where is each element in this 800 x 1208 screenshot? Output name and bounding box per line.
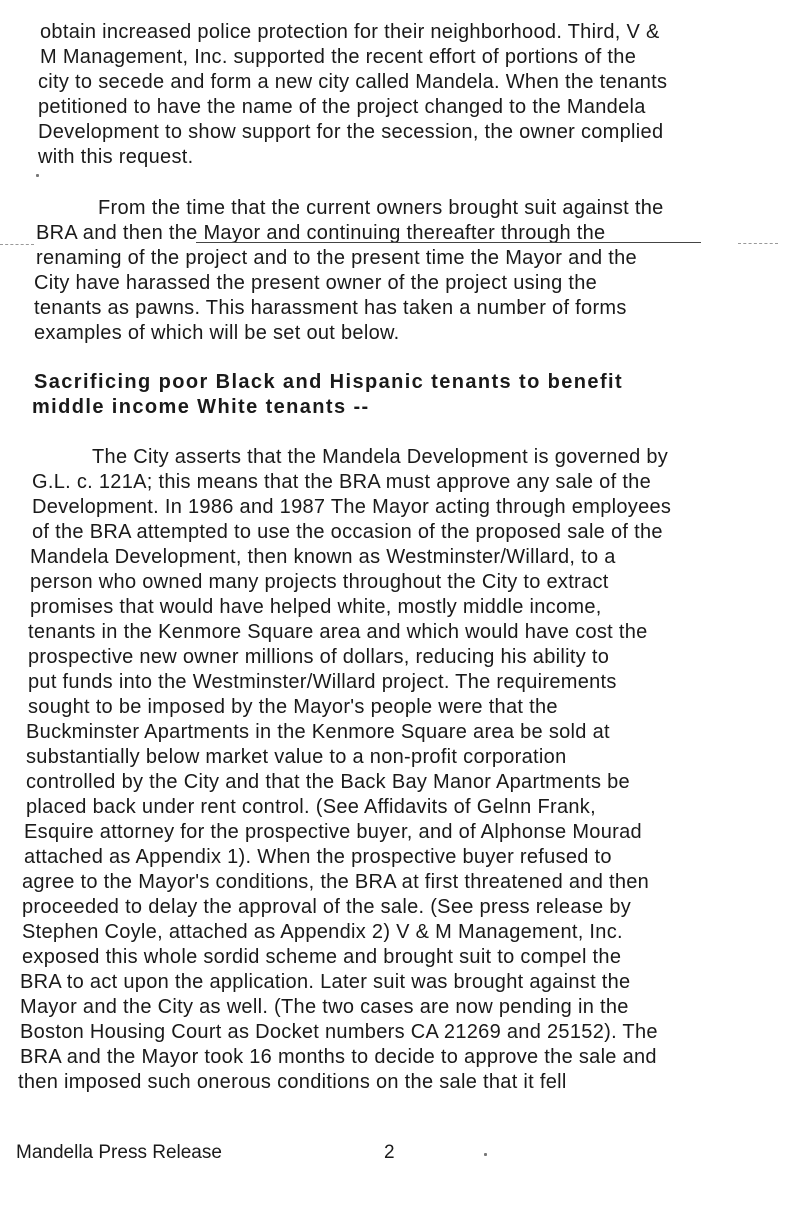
text-line: BRA and the Mayor took 16 months to decide to approve the sale and bbox=[20, 1046, 657, 1068]
text-line: From the time that the current owners brought suit against the bbox=[98, 197, 664, 219]
text-line: Development. In 1986 and 1987 The Mayor acting through employees bbox=[32, 496, 672, 518]
footer-title: Mandella Press Release bbox=[16, 1142, 222, 1163]
text-line: obtain increased police protection for their neighborhood. Third, V & bbox=[40, 21, 660, 43]
text-line: M Management, Inc. supported the recent effort of portions of the bbox=[40, 46, 637, 68]
text-line: with this request. bbox=[38, 146, 194, 168]
scan-mark bbox=[0, 244, 34, 245]
text-line: placed back under rent control. (See Affidavits of Gelnn Frank, bbox=[26, 796, 596, 818]
text-line: person who owned many projects throughout the City to extract bbox=[30, 571, 609, 593]
text-line: exposed this whole sordid scheme and brought suit to compel the bbox=[22, 946, 622, 968]
text-line: Mandela Development, then known as Westminster/Willard, to a bbox=[30, 546, 616, 568]
text-line: Mayor and the City as well. (The two cases are now pending in the bbox=[20, 996, 629, 1018]
text-line: attached as Appendix 1). When the prospective buyer refused to bbox=[24, 846, 612, 868]
page-number: 2 bbox=[384, 1142, 395, 1163]
text-line: City have harassed the present owner of the project using the bbox=[34, 272, 598, 294]
text-line: sought to be imposed by the Mayor's people were that the bbox=[28, 696, 558, 718]
text-line: BRA to act upon the application. Later suit was brought against the bbox=[20, 971, 631, 993]
text-line: BRA and then the Mayor and continuing thereafter through the bbox=[36, 222, 606, 244]
heading-line: Sacrificing poor Black and Hispanic tenants to benefit bbox=[34, 371, 624, 393]
text-line: petitioned to have the name of the project changed to the Mandela bbox=[38, 96, 646, 118]
text-line: examples of which will be set out below. bbox=[34, 322, 400, 344]
text-line: of the BRA attempted to use the occasion of the proposed sale of the bbox=[32, 521, 663, 543]
scan-mark bbox=[738, 243, 778, 244]
text-line: put funds into the Westminster/Willard project. The requirements bbox=[28, 671, 617, 693]
text-line: Stephen Coyle, attached as Appendix 2) V & M Management, Inc. bbox=[22, 921, 623, 943]
text-line: Development to show support for the secession, the owner complied bbox=[38, 121, 664, 143]
text-line: then imposed such onerous conditions on the sale that it fell bbox=[18, 1071, 567, 1093]
text-line: Buckminster Apartments in the Kenmore Square area be sold at bbox=[26, 721, 610, 743]
text-line: Esquire attorney for the prospective buyer, and of Alphonse Mourad bbox=[24, 821, 642, 843]
text-line: proceeded to delay the approval of the sale. (See press release by bbox=[22, 896, 632, 918]
text-line: substantially below market value to a non-profit corporation bbox=[26, 746, 567, 768]
text-line: renaming of the project and to the present time the Mayor and the bbox=[36, 247, 637, 269]
text-line: prospective new owner millions of dollars, reducing his ability to bbox=[28, 646, 610, 668]
heading-line: middle income White tenants -- bbox=[32, 396, 370, 418]
underline-mark bbox=[196, 242, 701, 243]
text-line: Boston Housing Court as Docket numbers CA 21269 and 25152). The bbox=[20, 1021, 658, 1043]
scan-speck bbox=[36, 174, 39, 177]
text-line: The City asserts that the Mandela Development is governed by bbox=[92, 446, 669, 468]
text-line: city to secede and form a new city called Mandela. When the tenants bbox=[38, 71, 668, 93]
text-line: controlled by the City and that the Back Bay Manor Apartments be bbox=[26, 771, 630, 793]
text-line: tenants in the Kenmore Square area and which would have cost the bbox=[28, 621, 648, 643]
text-line: agree to the Mayor's conditions, the BRA at first threatened and then bbox=[22, 871, 650, 893]
text-line: promises that would have helped white, mostly middle income, bbox=[30, 596, 602, 618]
text-line: tenants as pawns. This harassment has taken a number of forms bbox=[34, 297, 627, 319]
text-line: G.L. c. 121A; this means that the BRA must approve any sale of the bbox=[32, 471, 652, 493]
scan-speck bbox=[484, 1153, 487, 1156]
